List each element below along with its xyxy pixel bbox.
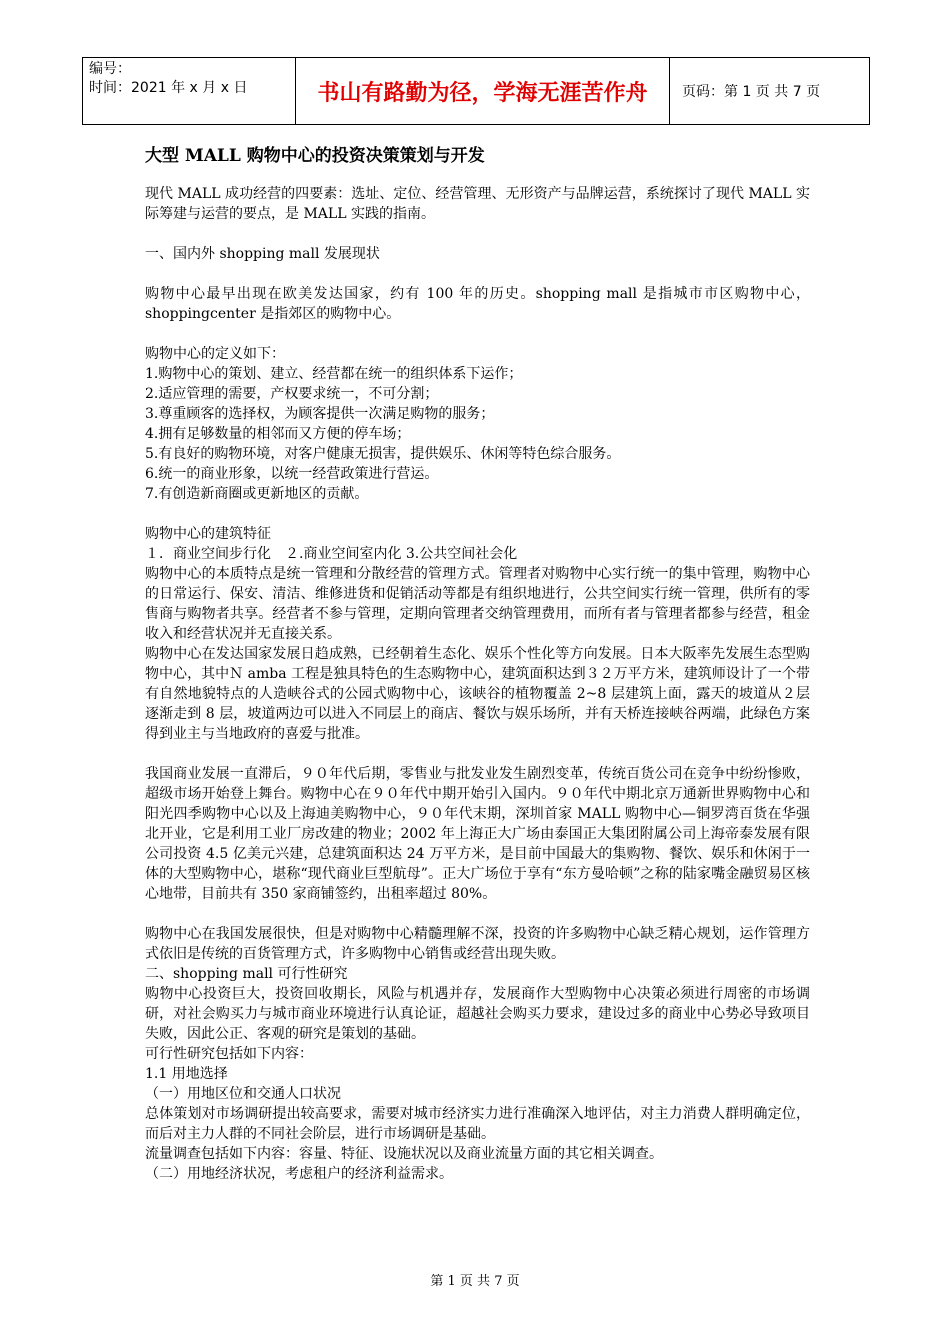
section-2-paragraph: 可行性研究包括如下内容： (145, 1046, 313, 1062)
definition-item: 2.适应管理的需要，产权要求统一，不可分割； (145, 386, 439, 402)
definition-item: 5.有良好的购物环境，对客户健康无损害，提供娱乐、休闲等特色综合服务。 (145, 446, 621, 462)
header-motto: 书山有路勤为径，学海无涯苦作舟 (296, 58, 670, 124)
architecture-paragraph: 购物中心的本质特点是统一管理和分散经营的管理方式。管理者对购物中心实行统一的集中管理，购物中心的日常运行、保安、清洁、维修进货和促销活动等都是有组织地进行，公共空间实行统一管理，供所有的零售商与购物者共享。经营者不参与管理，定期向管理者交纳管理费用，而所有者与管理者都参与经营，租金收入和经营状况并无直接关系。 (145, 566, 810, 642)
china-paragraph: 我国商业发展一直滞后，９０年代后期，零售业与批发业发生剧烈变革，传统百货公司在竞争中纷纷惨败，超级市场开始登上舞台。购物中心在９０年代中期开始引入国内。９０年代中期北京万通新世界购物中心和阳光四季购物中心以及上海迪美购物中心，９０年代末期，深圳首家 MALL 购物中心—铜罗湾百货在华强北开业，它是利用工业厂房改建的物业；2002 年上海正大广场由泰国正大集团附属公司上海帝泰发展有限公司投资 4.5 亿美元兴建，总建筑面积达 24 万平方米，是目前中国最大的集购物、餐饮、娱乐和休闲于一体的大型购物中心，堪称“现代商业巨型航母”。正大广场位于享有“东方曼哈顿”之称的陆家嘴金融贸易区核心地带，目前共有 350 家商铺签约，出租率超过 80%。 (145, 766, 810, 902)
document-body (145, 140, 810, 1184)
page-footer: 第 1 页 共 7 页 (430, 1274, 520, 1289)
china-paragraph: 购物中心在我国发展很快，但是对购物中心精髓理解不深，投资的许多购物中心缺乏精心规划，运作管理方式依旧是传统的百货管理方式，许多购物中心销售或经营出现失败。 (145, 926, 810, 962)
definition-item: 6.统一的商业形象，以统一经营政策进行营运。 (145, 466, 439, 482)
document-title: 大型 MALL 购物中心的投资决策策划与开发 (145, 146, 485, 166)
section-1-paragraph: 购物中心最早出现在欧美发达国家，约有 100 年的历史。shopping mall 是指城市市区购物中心，shoppingcenter 是指郊区的购物中心。 (145, 286, 810, 322)
subsection-heading: 1.1 用地选择 (145, 1066, 228, 1082)
architecture-paragraph: 购物中心在发达国家发展日趋成熟，已经朝着生态化、娱乐个性化等方向发展。日本大阪率先发展生态型购物中心，其中Ｎ amba 工程是独具特色的生态购物中心，建筑面积达到３２万平方米，建筑师设计了一个带有自然地貌特点的人造峡谷式的公园式购物中心，该峡谷的植物覆盖 2~8 层建筑上面，露天的坡道从２层逐渐走到 8 层，坡道两边可以进入不同层上的商店、餐饮与娱乐场所，并有天桥连接峡谷两端，此绿色方案得到业主与当地政府的喜爱与批准。 (145, 646, 810, 742)
definition-item: 3.尊重顾客的选择权，为顾客提供一次满足购物的服务； (145, 406, 495, 422)
section-1-heading: 一、国内外 shopping mall 发展现状 (145, 246, 380, 262)
header-page-info: 页码：第 1 页 共 7 页 (682, 84, 821, 100)
section-2-paragraph: 总体策划对市场调研提出较高要求，需要对城市经济实力进行准确深入地评估，对主力消费人群明确定位，而后对主力人群的不同社会阶层，进行市场调研是基础。 (145, 1106, 810, 1142)
architecture-heading: 购物中心的建筑特征 (145, 526, 271, 542)
architecture-items: １．商业空间步行化 ２.商业空间室内化 3.公共空间社会化 (145, 546, 518, 562)
intro-paragraph: 现代 MALL 成功经营的四要素：选址、定位、经营管理、无形资产与品牌运营，系统探讨了现代 MALL 实际筹建与运营的要点，是 MALL 实践的指南。 (145, 186, 810, 222)
header-meta (83, 58, 296, 124)
definition-heading: 购物中心的定义如下： (145, 346, 285, 362)
definition-item: 4.拥有足够数量的相邻而又方便的停车场； (145, 426, 411, 442)
section-2-heading: 二、shopping mall 可行性研究 (145, 966, 348, 982)
section-2-paragraph: 流量调查包括如下内容：容量、特征、设施状况以及商业流量方面的其它相关调查。 (145, 1146, 663, 1162)
definition-item: 1.购物中心的策划、建立、经营都在统一的组织体系下运作； (145, 366, 523, 382)
page-header (82, 57, 870, 125)
section-2-paragraph: 购物中心投资巨大，投资回收期长，风险与机遇并存，发展商作大型购物中心决策必须进行周密的市场调研，对社会购买力与城市商业环境进行认真论证，超越社会购买力要求，建设过多的商业中心势必导致项目失败，因此公正、客观的研究是策划的基础。 (145, 986, 810, 1042)
subsection-item: （一）用地区位和交通人口状况 (145, 1086, 341, 1102)
number-label: 编号： (89, 61, 131, 77)
time-label: 时间：2021 年 x 月 x 日 (89, 80, 248, 96)
definition-item: 7.有创造新商圈或更新地区的贡献。 (145, 486, 369, 502)
subsection-item: （二）用地经济状况，考虑租户的经济利益需求。 (145, 1166, 453, 1182)
